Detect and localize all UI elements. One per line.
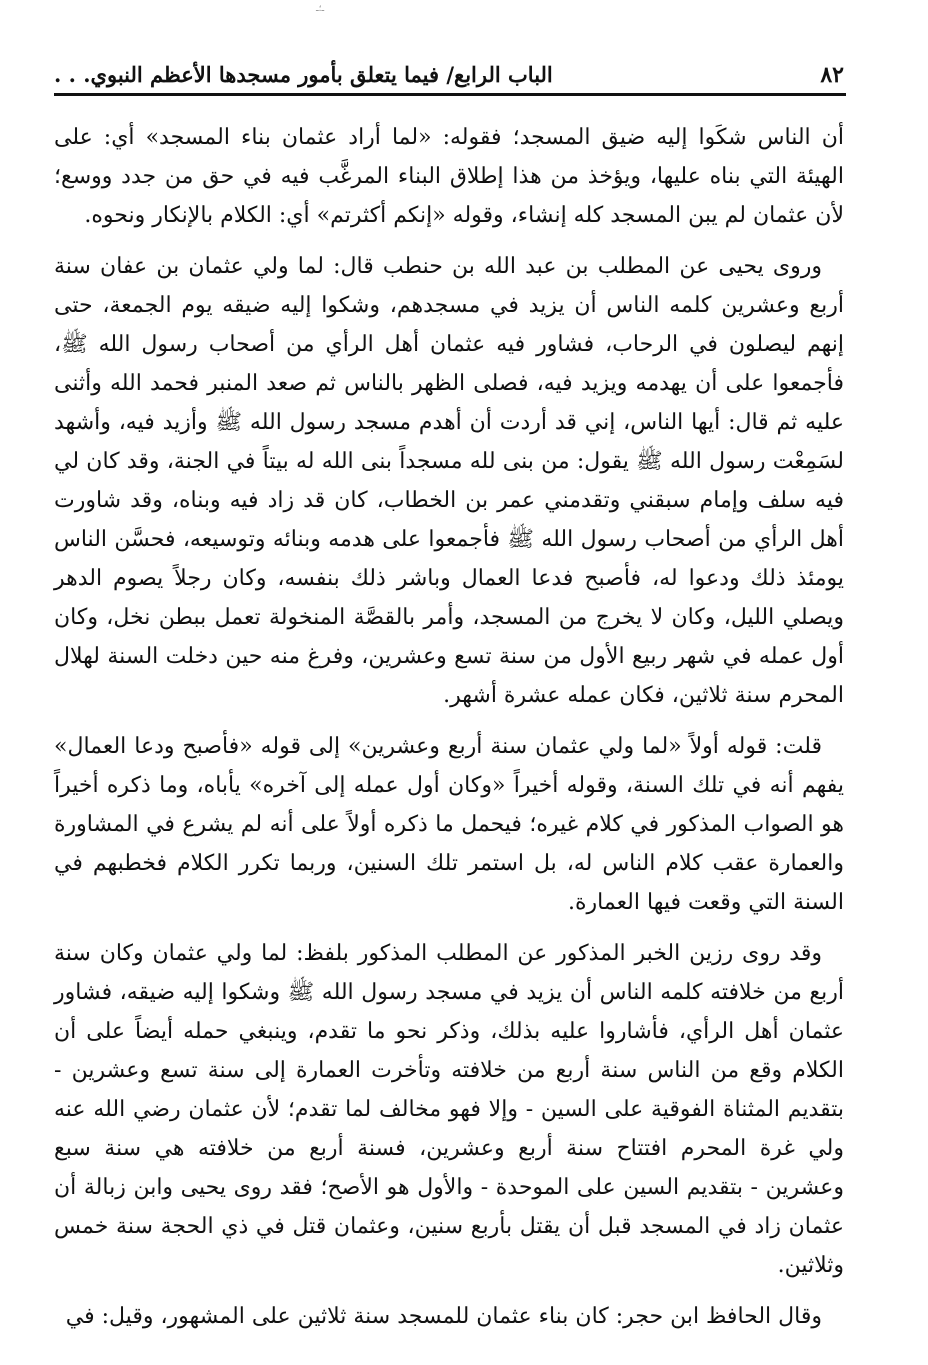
paragraph-4: وقد روى رزين الخبر المذكور عن المطلب المذكور بلفظ: لما ولي عثمان وكان سنة أربع من خلافته كلمه الناس أن يزيد في مسجد رسول الله ﷺ وشكوا إليه ضيقه، فشاور عثمان أهل الرأي، فأشاروا عليه بذلك، وذكر نحو ما تقدم، وينبغي حمله أيضاً على أن الكلام وقع من الناس سنة أربع من خلافته وتأخرت العمارة إلى سنة تسع وعشرين - بتقديم المثناة الفوقية على السين - وإلا فهو مخالف لما تقدم؛ لأن عثمان رضي الله عنه ولي غرة المحرم افتتاح سنة أربع وعشرين، فسنة أربع من خلافته هي سنة سبع وعشرين - بتقديم السين على الموحدة - والأول هو الأصح؛ فقد روى يحيى وابن زبالة أن عثمان زاد في المسجد قبل أن يقتل بأربع سنين، وعثمان قتل في ذي الحجة سنة خمس وثلاثين. [54, 941, 844, 1278]
paragraph-3: قلت: قوله أولاً «لما ولي عثمان سنة أربع وعشرين» إلى قوله «فأصبح ودعا العمال» يفهم أنه في تلك السنة، وقوله أخيراً «وكان أول عمله إلى آخره» يأباه، وما ذكره أخيراً هو الصواب المذكور في كلام غيره؛ فيحمل ما ذكره أولاً على أنه لم يشرع في المشاورة والعمارة عقب كلام الناس له، بل استمر تلك السنين، وربما تكرر الكلام فخطبهم في السنة التي وقعت فيها العمارة. [54, 734, 844, 915]
paragraph-2: وروى يحيى عن المطلب بن عبد الله بن حنطب قال: لما ولي عثمان بن عفان سنة أربع وعشرين كلمه الناس أن يزيد في مسجدهم، وشكوا إليه ضيقه يوم الجمعة، حتى إنهم ليصلون في الرحاب، فشاور فيه عثمان أهل الرأي من أصحاب رسول الله ﷺ، فأجمعوا على أن يهدمه ويزيد فيه، فصلى الظهر بالناس ثم صعد المنبر فحمد الله وأثنى عليه ثم قال: أيها الناس، إني قد أردت أن أهدم مسجد رسول الله ﷺ وأزيد فيه، وأشهد لسَمِعْت رسول الله ﷺ يقول: من بنى لله مسجداً بنى الله له بيتاً في الجنة، وقد كان لي فيه سلف وإمام سبقني وتقدمني عمر بن الخطاب، كان قد زاد فيه وبناه، وقد شاورت أهل الرأي من أصحاب رسول الله ﷺ فأجمعوا على هدمه وبنائه وتوسيعه، فحسَّن الناس يومئذ ذلك ودعوا له، فأصبح فدعا العمال وباشر ذلك بنفسه، وكان رجلاً يصوم الدهر ويصلي الليل، وكان لا يخرج من المسجد، وأمر بالقصَّة المنخولة تعمل ببطن نخل، وكان أول عمله في شهر ربيع الأول من سنة تسع وعشرين، وفرغ منه حين دخلت السنة لهلال المحرم سنة ثلاثين، فكان عمله عشرة أشهر. [54, 254, 844, 708]
body-text [54, 118, 844, 1338]
top-scan-mark: ـ؛ـ [316, 4, 325, 14]
paragraph-1: أن الناس شكَوا إليه ضيق المسجد؛ فقوله: «لما أراد عثمان بناء المسجد» أي: على الهيئة التي بناه عليها، ويؤخذ من هذا إطلاق البناء المرغَّب فيه في حق من جدد ووسع؛ لأن عثمان لم يبن المسجد كله إنشاء، وقوله «إنكم أكثرتم» أي: الكلام بالإنكار ونحوه. [54, 125, 844, 228]
running-title: الباب الرابع/ فيما يتعلق بأمور مسجدها الأعظم النبوي. . . [54, 62, 553, 87]
paragraph-5: وقال الحافظ ابن حجر: كان بناء عثمان للمسجد سنة ثلاثين على المشهور، وقيل: في [65, 1304, 822, 1329]
page-number: ٨٢ [820, 61, 844, 88]
page-header [54, 56, 846, 96]
